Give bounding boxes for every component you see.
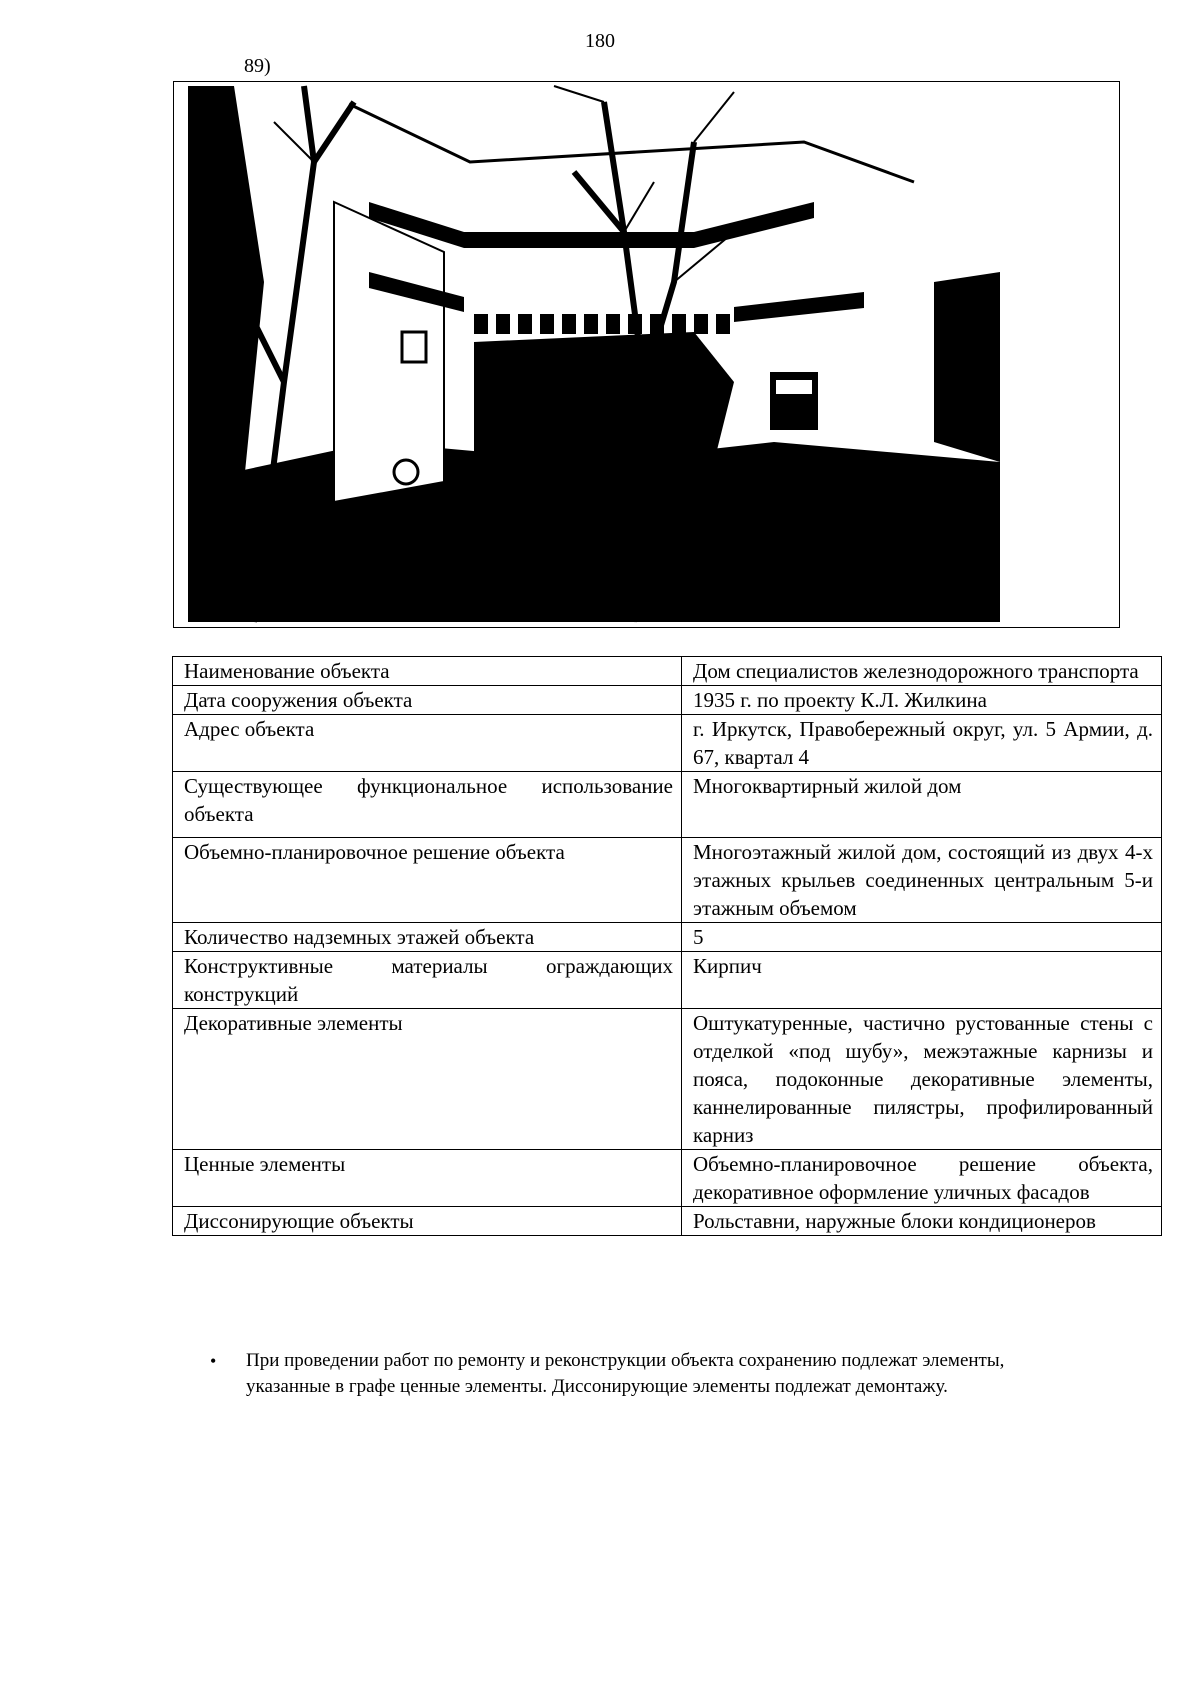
row-value: 5 [682, 923, 1162, 952]
row-value: Дом специалистов железнодорожного транспорта [682, 657, 1162, 686]
row-value: 1935 г. по проекту К.Л. Жилкина [682, 686, 1162, 715]
object-table [172, 656, 1162, 1236]
row-value: Многоквартирный жилой дом [682, 772, 1162, 838]
row-value: Многоэтажный жилой дом, состоящий из двух 4-х этажных крыльев соединенных центральным 5-и этажным объемом [682, 838, 1162, 923]
table-row [173, 1009, 1162, 1150]
row-value: Оштукатуренные, частично рустованные стены с отделкой «под шубу», межэтажные карнизы и пояса, подоконные декоративные элементы, каннелированные пилястры, профилированный карниз [682, 1009, 1162, 1150]
row-value: Рольставни, наружные блоки кондиционеров [682, 1207, 1162, 1236]
row-label: Наименование объекта [173, 657, 682, 686]
row-label: Дата сооружения объекта [173, 686, 682, 715]
row-label: Конструктивные материалы ограждающих конструкций [173, 952, 682, 1009]
building-photo [173, 81, 1120, 628]
table-row [173, 657, 1162, 686]
table-row [173, 1207, 1162, 1236]
table-row [173, 952, 1162, 1009]
row-label: Объемно-планировочное решение объекта [173, 838, 682, 923]
row-value: г. Иркутск, Правобережный округ, ул. 5 Армии, д. 67, квартал 4 [682, 715, 1162, 772]
row-value: Кирпич [682, 952, 1162, 1009]
note-item [190, 1348, 1090, 1400]
table-row [173, 715, 1162, 772]
building-photo-icon [174, 82, 1118, 626]
bullet-icon: • [210, 1351, 217, 1371]
table-row [173, 1150, 1162, 1207]
table-row [173, 838, 1162, 923]
row-label: Количество надземных этажей объекта [173, 923, 682, 952]
row-label: Ценные элементы [173, 1150, 682, 1207]
note-list [190, 1348, 1090, 1400]
row-label: Адрес объекта [173, 715, 682, 772]
note [190, 1348, 1090, 1400]
row-label: Существующее функциональное использование объекта [173, 772, 682, 838]
row-value: Объемно-планировочное решение объекта, декоративное оформление уличных фасадов [682, 1150, 1162, 1207]
table-row [173, 772, 1162, 838]
item-number: 89) [244, 55, 271, 77]
row-label: Декоративные элементы [173, 1009, 682, 1150]
table-row [173, 923, 1162, 952]
page-number: 180 [585, 30, 615, 52]
table-row [173, 686, 1162, 715]
note-text: При проведении работ по ремонту и реконструкции объекта сохранению подлежат элементы, указанные в графе ценные элементы. Диссонирующие элементы подлежат демонтажу. [246, 1350, 1005, 1397]
row-label: Диссонирующие объекты [173, 1207, 682, 1236]
